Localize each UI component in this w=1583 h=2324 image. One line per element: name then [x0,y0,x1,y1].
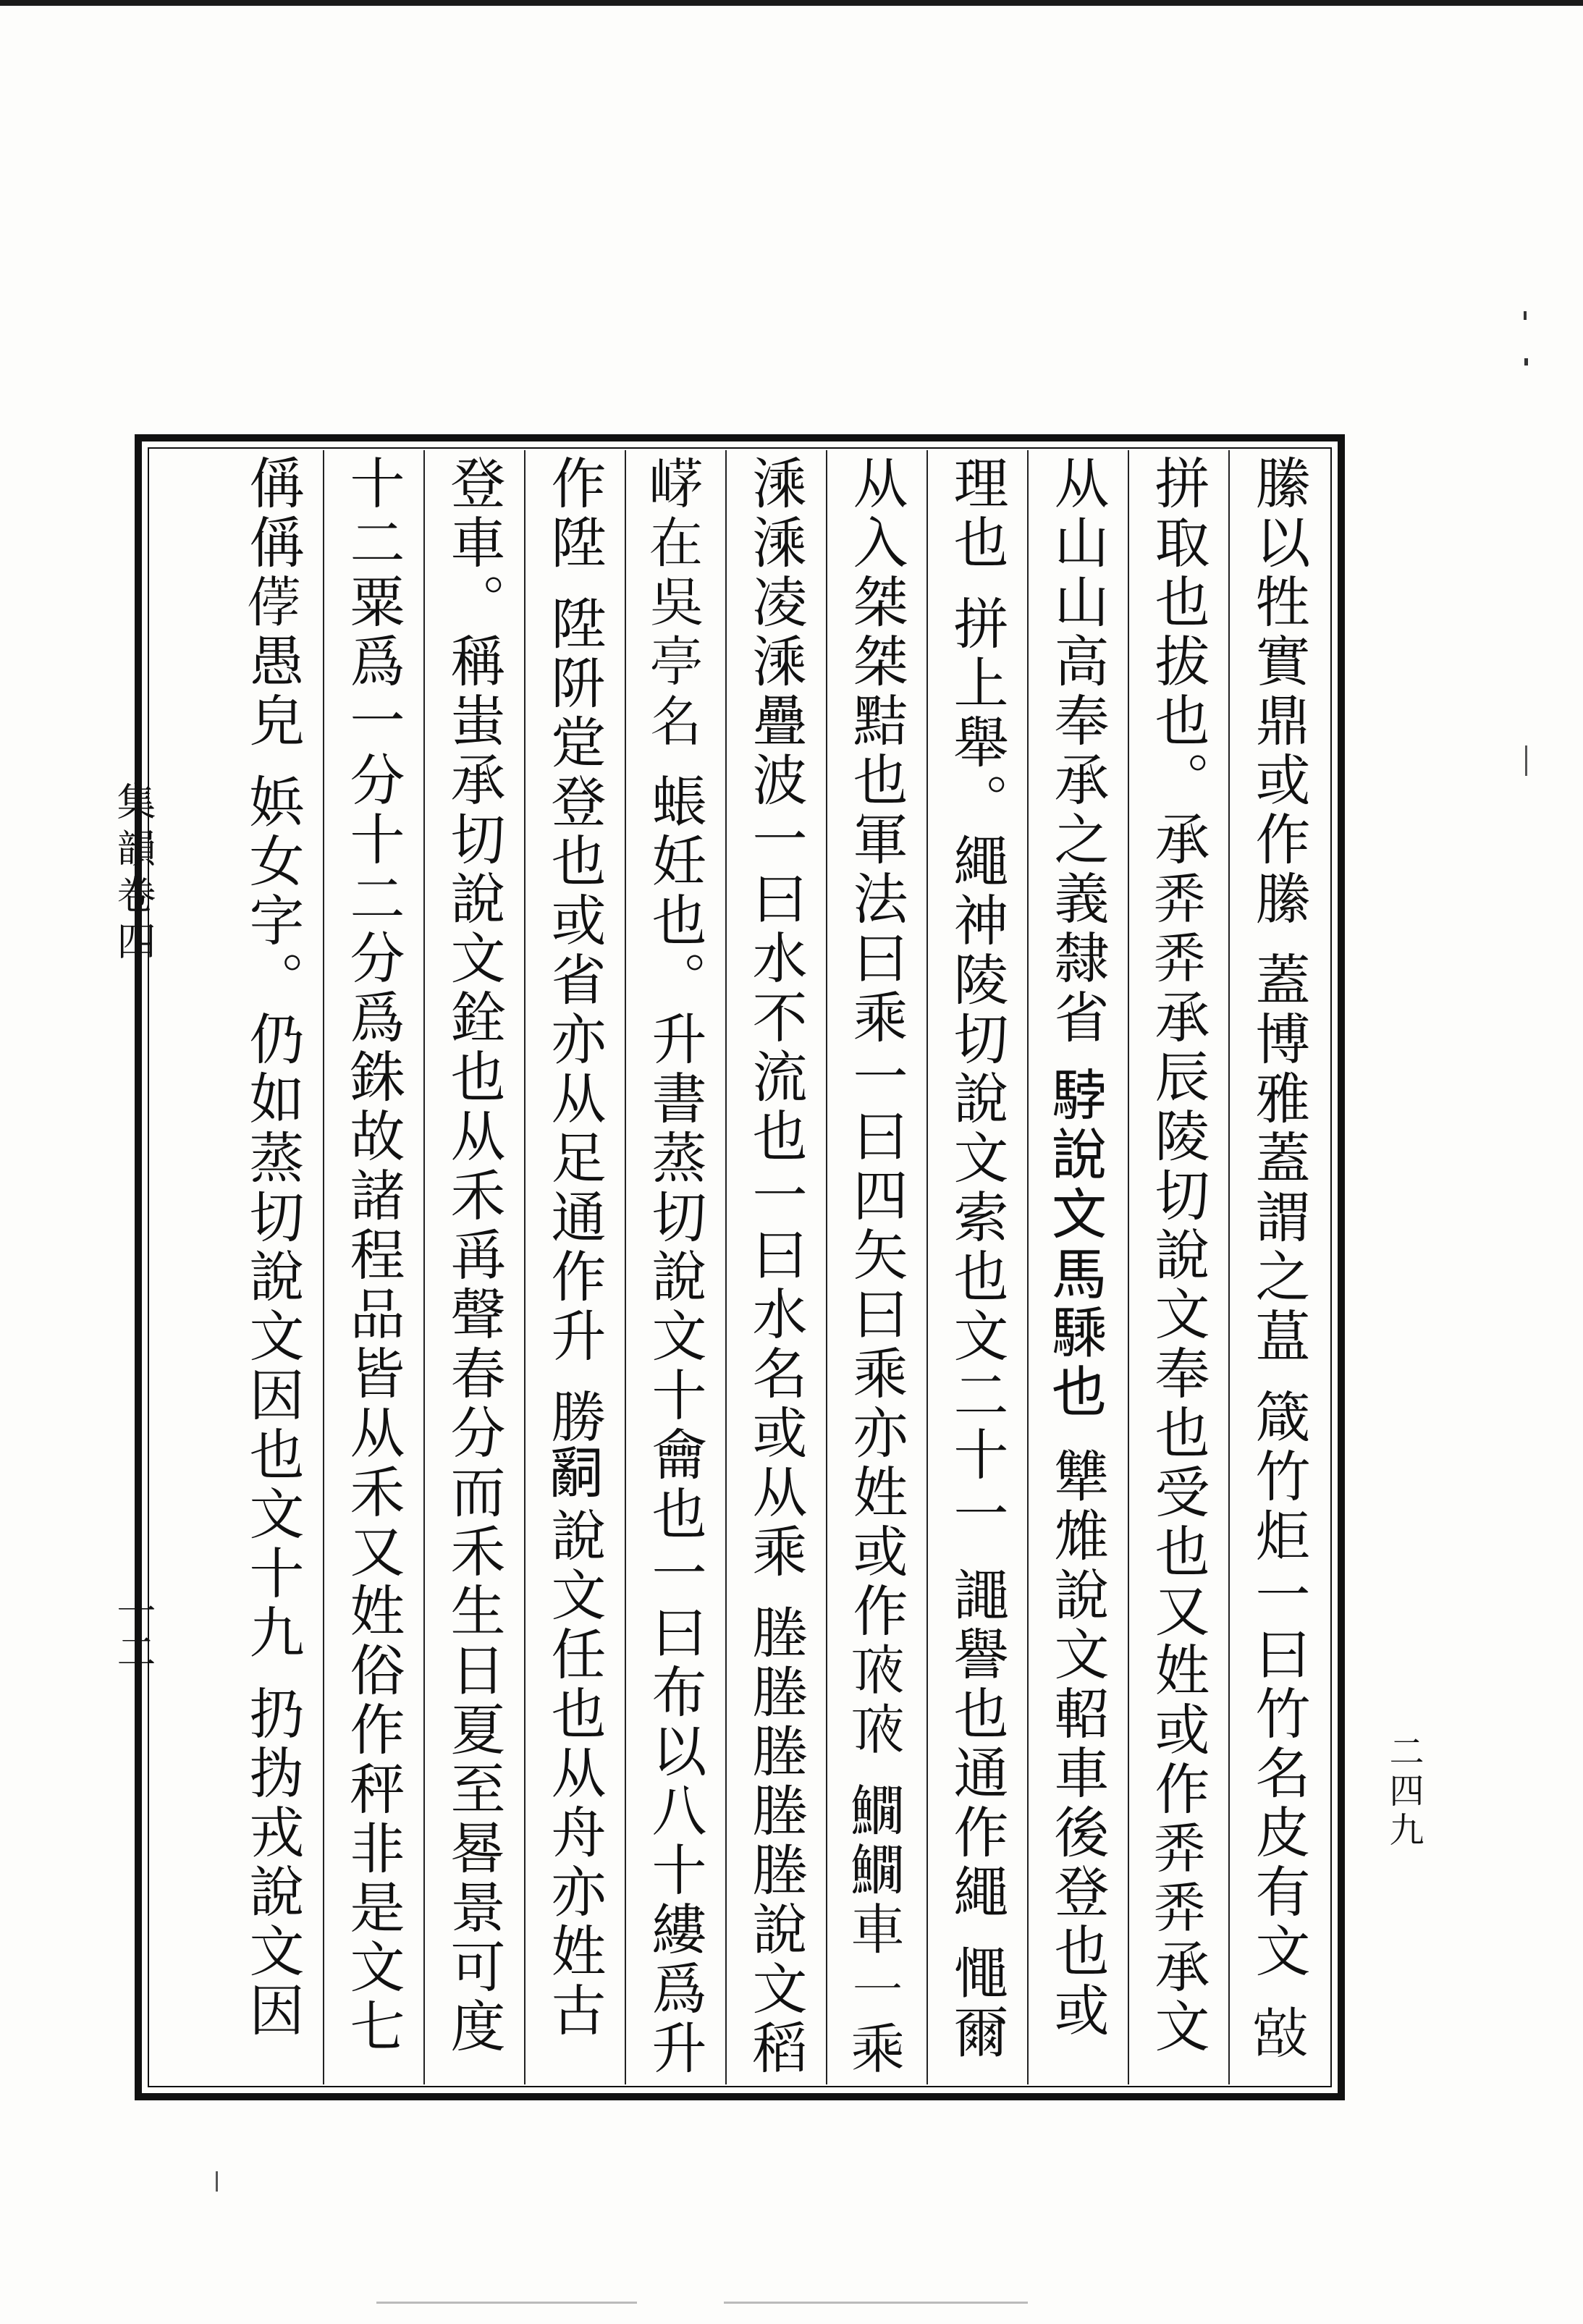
column-text: 縢以牲實鼎或作縢 蓋博雅蓋謂之蒀 箴竹炬一曰竹名皮有文 𢾮 [1246,455,1311,2063]
column-text: 𡹰在吳亭名 䗅妊也。升書蒸切說文十龠也一曰布以八十縷爲升 [643,455,707,2079]
column-text: 十二粟爲一分十二分爲銖故諸程品皆从禾又姓俗作秤非是文七 [341,455,405,2057]
column-text: 拼取也拔也。承𢍏𢍏承辰陵切說文奉也受也又姓或作𢍏𢍏承文 [1146,455,1210,2057]
column-text: 溗溗凌溗疊波一曰水不流也一曰水名或从乘 塍塍塍塍塍說文稻 [743,455,808,2079]
column-text: 登車。稱蚩承切說文銓也从禾爯聲春分而禾生日夏至晷景可度 [442,455,506,2057]
column-text: 作陞 陞阩䟫登也或省亦从足通作升 勝𤔲說文任也从舟亦姓古 [542,455,607,2042]
page-number: 二四九 [1383,1733,1424,1851]
column-text: 从山山高奉承之義隸省 𩣡說文馬騬也 犨䧵說文軺車後登也或 [1045,455,1110,2042]
column-text: 从入桀桀黠也軍法曰乘一曰四矢曰乘亦姓或作𠅗𠅗 𩻘𩻘車一乘 [844,455,908,2079]
column-text: 理也 拼上舉。繩神陵切說文索也文二十一 譝譽也通作繩 憴爾 [945,455,1009,2063]
column-text: 偁偁𠍤愚皃 娦女字。仍如蒸切說文因也文十九 扔㧑戎說文因 [240,455,305,2042]
margin-book-title: 集韻卷四 [111,782,156,967]
folio-number: 十二 [111,1592,156,1670]
